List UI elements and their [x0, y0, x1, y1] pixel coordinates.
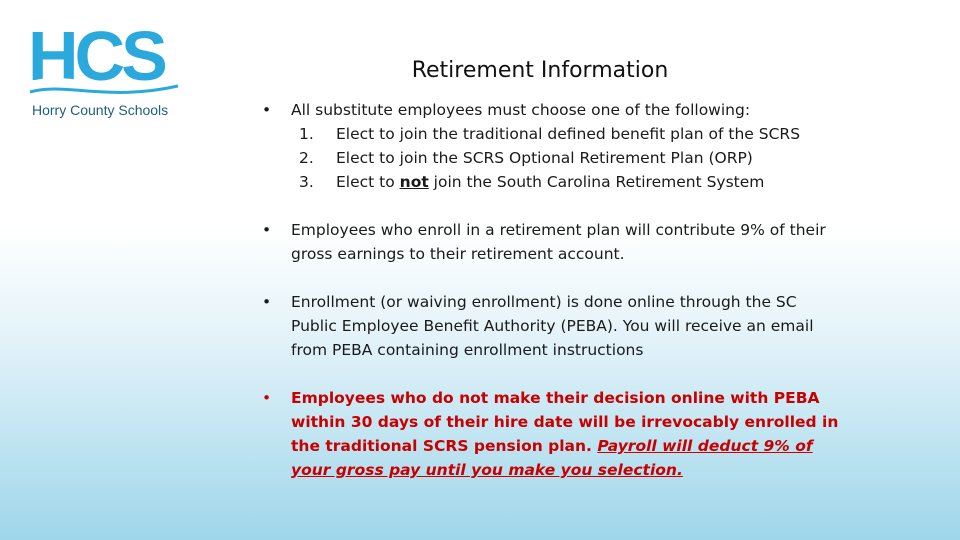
bullet-text: Employees who enroll in a retirement plan will contribute 9% of their gross earnings to their retirement account.: [291, 221, 826, 263]
option-text-post: join the South Carolina Retirement System: [428, 173, 765, 191]
option-text-pre: Elect to: [336, 173, 400, 191]
bullet-enrollment: [262, 290, 842, 362]
bullet-symbol: •: [262, 293, 272, 311]
page-title: Retirement Information: [411, 58, 669, 83]
option-item: [291, 146, 842, 170]
hcs-logo: [26, 22, 186, 122]
option-list: [291, 122, 842, 194]
bullet-symbol: •: [262, 221, 272, 239]
content-list: [262, 98, 842, 482]
option-number: 3.: [299, 173, 314, 191]
bullet-text: All substitute employees must choose one of the following:: [291, 101, 751, 119]
option-item: [291, 170, 842, 194]
option-text: Elect to join the traditional defined benefit plan of the SCRS: [336, 125, 801, 143]
bullet-emphasis: Payroll will deduct 9% of your gross pay until you make you selection.: [291, 437, 813, 479]
option-item: [291, 122, 842, 146]
option-text: Elect to join the SCRS Optional Retirement Plan (ORP): [336, 149, 753, 167]
hcs-logo-letters: HCS: [28, 22, 164, 95]
bullet-contribution: [262, 218, 842, 266]
option-text-emphasis: not: [399, 173, 429, 191]
bullet-warning: [262, 386, 842, 482]
bullet-symbol: •: [262, 389, 272, 407]
option-number: 1.: [299, 125, 314, 143]
bullet-text: Employees who do not make their decision online with PEBA within 30 days of their hire date will be irrevocably enrolled in the traditional SCRS pension plan.: [291, 389, 839, 455]
bullet-symbol: •: [262, 101, 272, 119]
hcs-logo-mark: [26, 22, 186, 102]
logo-caption: Horry County Schools: [32, 102, 169, 118]
bullet-text: Enrollment (or waiving enrollment) is done online through the SC Public Employee Benefit Authority (PEBA). You will receive an email from PEBA containing enrollment instructions: [291, 293, 814, 359]
bullet-choose-plan: [262, 98, 842, 194]
option-number: 2.: [299, 149, 314, 167]
